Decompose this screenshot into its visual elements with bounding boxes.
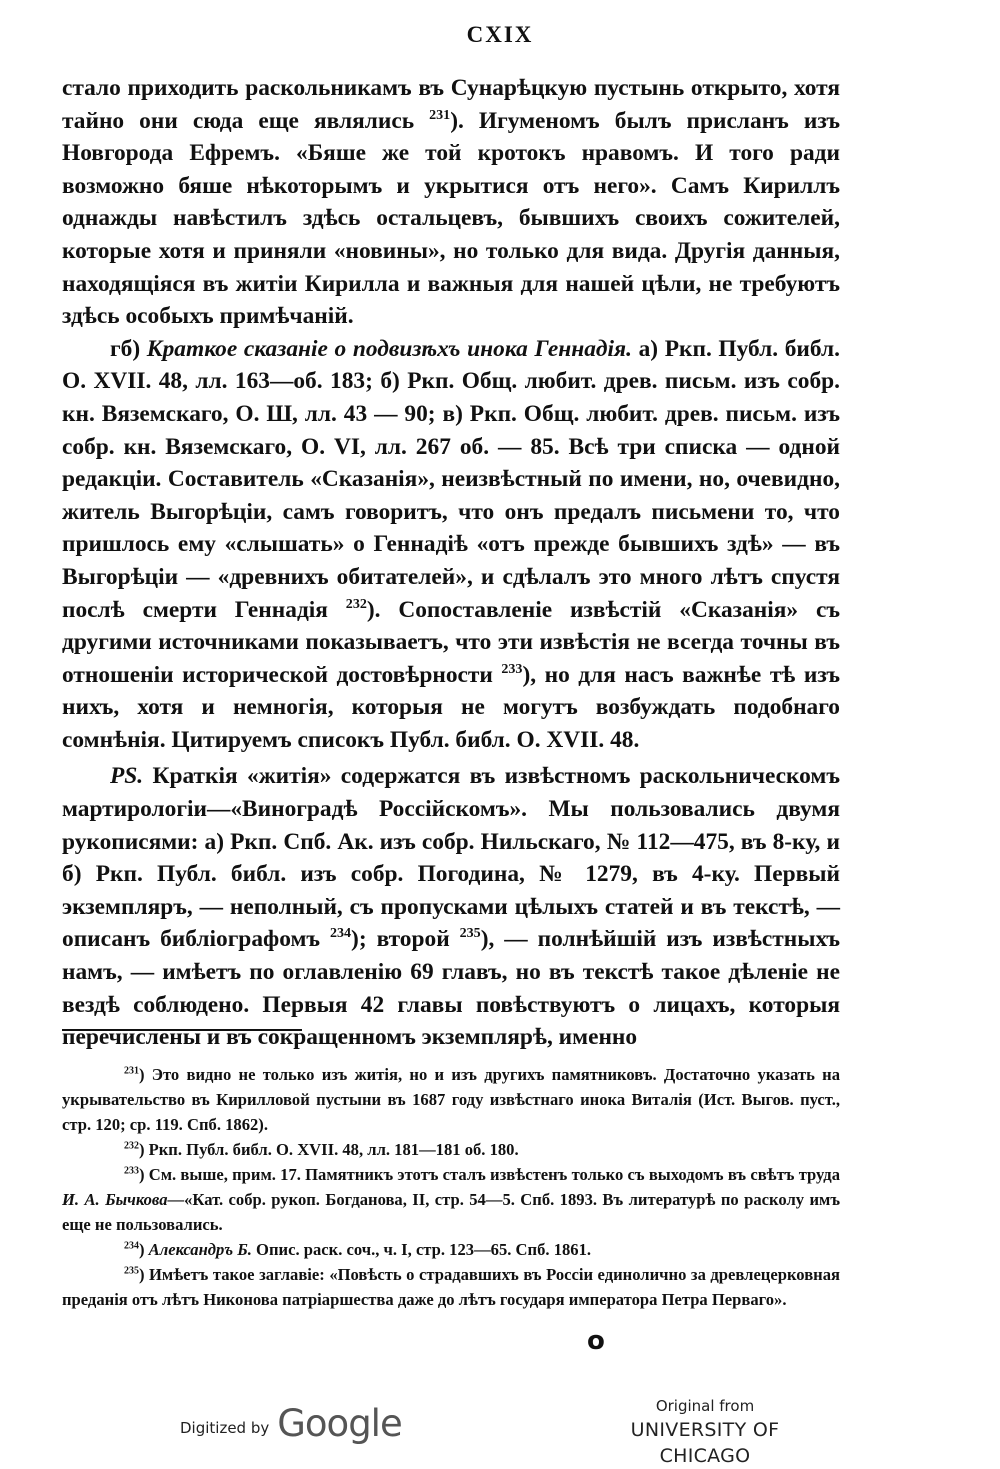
text-run: ); второй: [351, 926, 460, 953]
text-run: ) Имѣетъ такое заглавіе: «Повѣсть о страдавшихъ въ Россіи единолично за древлецерковная преданія отъ лѣтъ Никонова патріаршества даже до лѣтъ государя императора Петра Перваго».: [62, 1265, 840, 1309]
italic-text: PS.: [110, 763, 144, 790]
footnote-ref: 232: [345, 595, 367, 612]
text-run: Опис. раск. соч., ч. I, стр. 123—65. Спб. 1861.: [251, 1240, 592, 1259]
footnote: [62, 1137, 840, 1162]
paragraph: [62, 760, 840, 1053]
text-run: ): [138, 1240, 149, 1259]
text-run: ) Это видно не только изъ житія, но и изъ другихъ памятниковъ. Достаточно указать на укрывательство въ Кирилловой пустыни въ 1687 году извѣстнаго инока Виталія (Ист. Выгов. пуст., стр. 120; ср. 119. Спб. 1862).: [62, 1065, 840, 1134]
italic-text: Краткое сказаніе о подвизѣхъ инока Геннадія.: [146, 335, 632, 362]
footnote-ref: 234: [329, 925, 352, 942]
text-run: Краткія «житія» содержатся въ извѣстномъ раскольническомъ мартирологіи—«Виноградѣ Россійскомъ». Мы пользовались двумя рукописями: а) Ркп. Спб. Ак. изъ собр. Нильскаго, № 112—475, въ 8-ку, и б) Ркп. Публ. библ. изъ собр. Погодина, № 1279, въ 4-ку. Первый экземпляръ, — неполный, съ пропусками цѣлыхъ статей и въ текстѣ, — описанъ библіографомъ: [62, 763, 840, 953]
text-run: ) См. выше, прим. 17. Памятникъ этотъ сталъ извѣстенъ только съ выходомъ въ свѣтъ труда: [138, 1165, 840, 1184]
stray-ink-mark: о: [587, 1326, 605, 1356]
page-number: CXIX: [466, 22, 534, 47]
text-run: ). Игуменомъ былъ присланъ изъ Новгорода Ефремъ. «Бяше же той кротокъ нравомъ. И того ради возможно бяше нѣкоторымъ и укрытися отъ него». Самъ Кириллъ однажды навѣстилъ здѣсь остальцевъ, бывшихъ своихъ сожителей, которые хотя и приняли «новины», но только для вида. Другія данныя, находящіяся въ житіи Кирилла и важныя для нашей цѣли, не требуютъ здѣсь особыхъ примѣчаній.: [62, 107, 840, 330]
text-run: ). Сопоставленіе извѣстій «Сказанія» съ другими источниками показываетъ, что эти извѣстія не всегда точны въ отношеніи исторической достовѣрности: [62, 596, 840, 688]
footnote-ref: 231: [124, 1065, 139, 1077]
digitized-by-label: Digitized by: [180, 1419, 270, 1437]
footnote: [62, 1062, 840, 1137]
source-watermark: [585, 1395, 825, 1469]
footnote-ref: 233: [501, 660, 523, 677]
footnote: [62, 1162, 840, 1237]
footnote-ref: 234: [124, 1240, 139, 1252]
institution-name: UNIVERSITY OF CHICAGO: [630, 1419, 780, 1467]
footnote-ref: 235: [459, 925, 481, 942]
text-run: гб): [110, 335, 147, 362]
footnote-divider: [62, 1029, 302, 1031]
footnote-ref: 231: [429, 106, 451, 123]
paragraph: [62, 72, 840, 333]
text-run: ) Ркп. Публ. библ. О. XVII. 48, лл. 181—181 об. 180.: [138, 1140, 519, 1159]
text-run: ), — полнѣйшій изъ извѣстныхъ намъ, — имѣетъ по оглавленію 69 главъ, но въ текстѣ такое дѣленіе не вездѣ соблюдено. Первыя 42 главы повѣствуютъ о лицахъ, которыя перечислены и въ сокращенномъ экземплярѣ, именно: [62, 926, 840, 1051]
footnote-ref: 233: [124, 1165, 139, 1177]
footnote-ref: 235: [124, 1265, 139, 1277]
footnotes: [62, 1062, 840, 1312]
italic-text: И. А. Бычкова: [62, 1190, 168, 1209]
google-logo: Google: [277, 1402, 402, 1445]
footnote-ref: 232: [124, 1140, 139, 1152]
text-run: а) Ркп. Публ. библ. О. XVII. 48, лл. 163—об. 183; б) Ркп. Общ. любит. древ. письм. изъ собр. кн. Вяземскаго, О. Ш, лл. 43 — 90; в) Ркп. Общ. любит. древ. письм. изъ собр. кн. Вяземскаго, О. VI, лл. 267 об. — 85. Всѣ три списка — одной редакціи. Составитель «Сказанія», неизвѣстный по имени, но, очевидно, житель Выгорѣціи, самъ говоритъ, что онъ предалъ письмени то, что пришлось ему «слышать» о Геннадіѣ «отъ прежде бывшихъ здѣ» — въ Выгорѣціи — «древнихъ обитателей», и сдѣлалъ это много лѣтъ спустя послѣ смерти Геннадія: [62, 335, 840, 623]
original-from-label: Original from: [655, 1397, 755, 1415]
text-run: стало приходить раскольникамъ въ Сунарѣцкую пустынь открыто, хотя тайно они сюда еще являлись: [62, 75, 840, 134]
text-run: ), но для насъ важнѣе тѣ изъ нихъ, хотя и немногія, которыя не могутъ возбуждать подобнаго сомнѣнія. Цитируемъ списокъ Публ. библ. О. XVII. 48.: [62, 661, 840, 753]
italic-text: Александръ Б.: [148, 1240, 252, 1259]
footnote: [62, 1262, 840, 1312]
body-text: [62, 72, 840, 1054]
footnote: [62, 1237, 840, 1262]
digitized-by-google-watermark: [180, 1396, 402, 1446]
paragraph: [62, 333, 840, 757]
text-run: —«Кат. собр. рукоп. Богданова, II, стр. 54—5. Спб. 1893. Въ литературѣ по расколу имъ еще не пользовались.: [62, 1190, 840, 1234]
